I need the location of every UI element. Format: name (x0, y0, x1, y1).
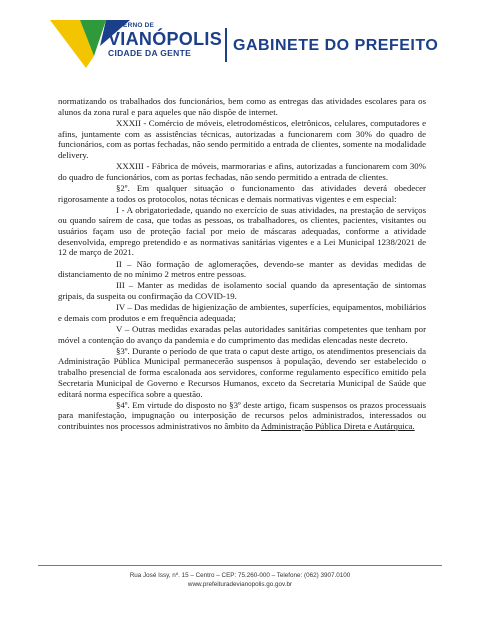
decree-text (58, 96, 426, 432)
page-header (0, 0, 480, 92)
city-name: VIANÓPOLIS (108, 29, 223, 49)
footer-address: Rua José Issy, nº. 15 – Centro – CEP: 75.260-000 – Telefone: (062) 3907.0100 (129, 572, 351, 579)
page-footer (0, 571, 480, 589)
header-divider (225, 28, 227, 62)
item-i: I - A obrigatoriedade, quando no exercício de suas atividades, na prestação de serviços ou quando saírem de casa, que todas as pessoas, os trabalhadores, os clientes, pacientes, visitantes ou usuários façam uso de proteção facial por meio de máscaras adequadas, conforme a atividade desenvolvida, emprego pretendido e as normativas sanitárias vigentes e a Lei Municipal 1238/2021 de 12 de março de 2021. (58, 204, 426, 258)
paragraph-4-text: §4º. Em virtude do disposto no §3º deste artigo, ficam suspensos os prazos processuais para manifestação, impugnação ou interposição de recursos pelos administrados, interessados ou contribuintes nos processos administrativos no âmbito da (58, 399, 426, 431)
office-title: GABINETE DO PREFEITO (233, 37, 439, 54)
item-ii: II – Não formação de aglomerações, devendo-se manter as devidas medidas de distanciamento de no mínimo 2 metros entre pessoas. (58, 258, 426, 280)
city-tagline: CIDADE DA GENTE (108, 48, 192, 58)
item-iv: IV – Das medidas de higienização de ambientes, superfícies, equipamentos, mobiliários e demais com produtos e em frequência adequada; (58, 302, 426, 323)
paragraph-continuation: normatizando os trabalhados dos funcionários, bem como as entregas das atividades escolares para os alunos da zona rural e para aqueles que não dispõe de internet. (58, 96, 426, 117)
paragraph-4-underlined: Administração Pública Direta e Autárquica. (261, 421, 415, 431)
footer-divider (38, 565, 442, 566)
government-line: GOVERNO DE (108, 22, 155, 29)
item-iii: III – Manter as medidas de isolamento social quando da apresentação de sintomas gripais, da suspeita ou confirmação da COVID-19. (58, 280, 426, 301)
logo-wordmark (108, 22, 222, 58)
item-xxxiii: XXXIII - Fábrica de móveis, marmorarias e afins, autorizadas a funcionarem com 30% do quadro de funcionários, com as portas fechadas, não sendo permitido a entrada de clientes. (58, 161, 426, 182)
item-xxxii: XXXII - Comércio de móveis, eletrodomésticos, eletrônicos, celulares, computadores e afins, juntamente com as assistências técnicas, autorizadas a funcionarem com 30% do quadro de funcionários, com as portas fechadas, não sendo permitido a entrada de clientes, somente na modalidade delivery. (58, 117, 426, 160)
paragraph-3: §3º. Durante o período de que trata o caput deste artigo, os atendimentos presenciais da Administração Pública Municipal permanecerão suspensos à população, devendo ser estabelecido o trabalho presencial de forma escalonada aos servidores, conforme regulamento específico emitido pela Secretaria Municipal de Governo e Recursos Humanos, exceto da Secretaria Municipal de Saúde que editará norma específica sobre a questão. (58, 345, 426, 399)
item-v: V – Outras medidas exaradas pelas autoridades sanitárias competentes que tenham por móvel a contenção do avanço da pandemia e do cumprimento das medidas elencadas neste decreto. (58, 323, 426, 345)
footer-website: www.prefeituradevianopolis.go.gov.br (187, 581, 293, 588)
paragraph-4 (58, 400, 426, 432)
paragraph-2: §2º. Em qualquer situação o funcionamento das atividades deverá obedecer rigorosamente a todos os protocolos, notas técnicas e demais normativas vigentes e em especial: (58, 182, 426, 204)
